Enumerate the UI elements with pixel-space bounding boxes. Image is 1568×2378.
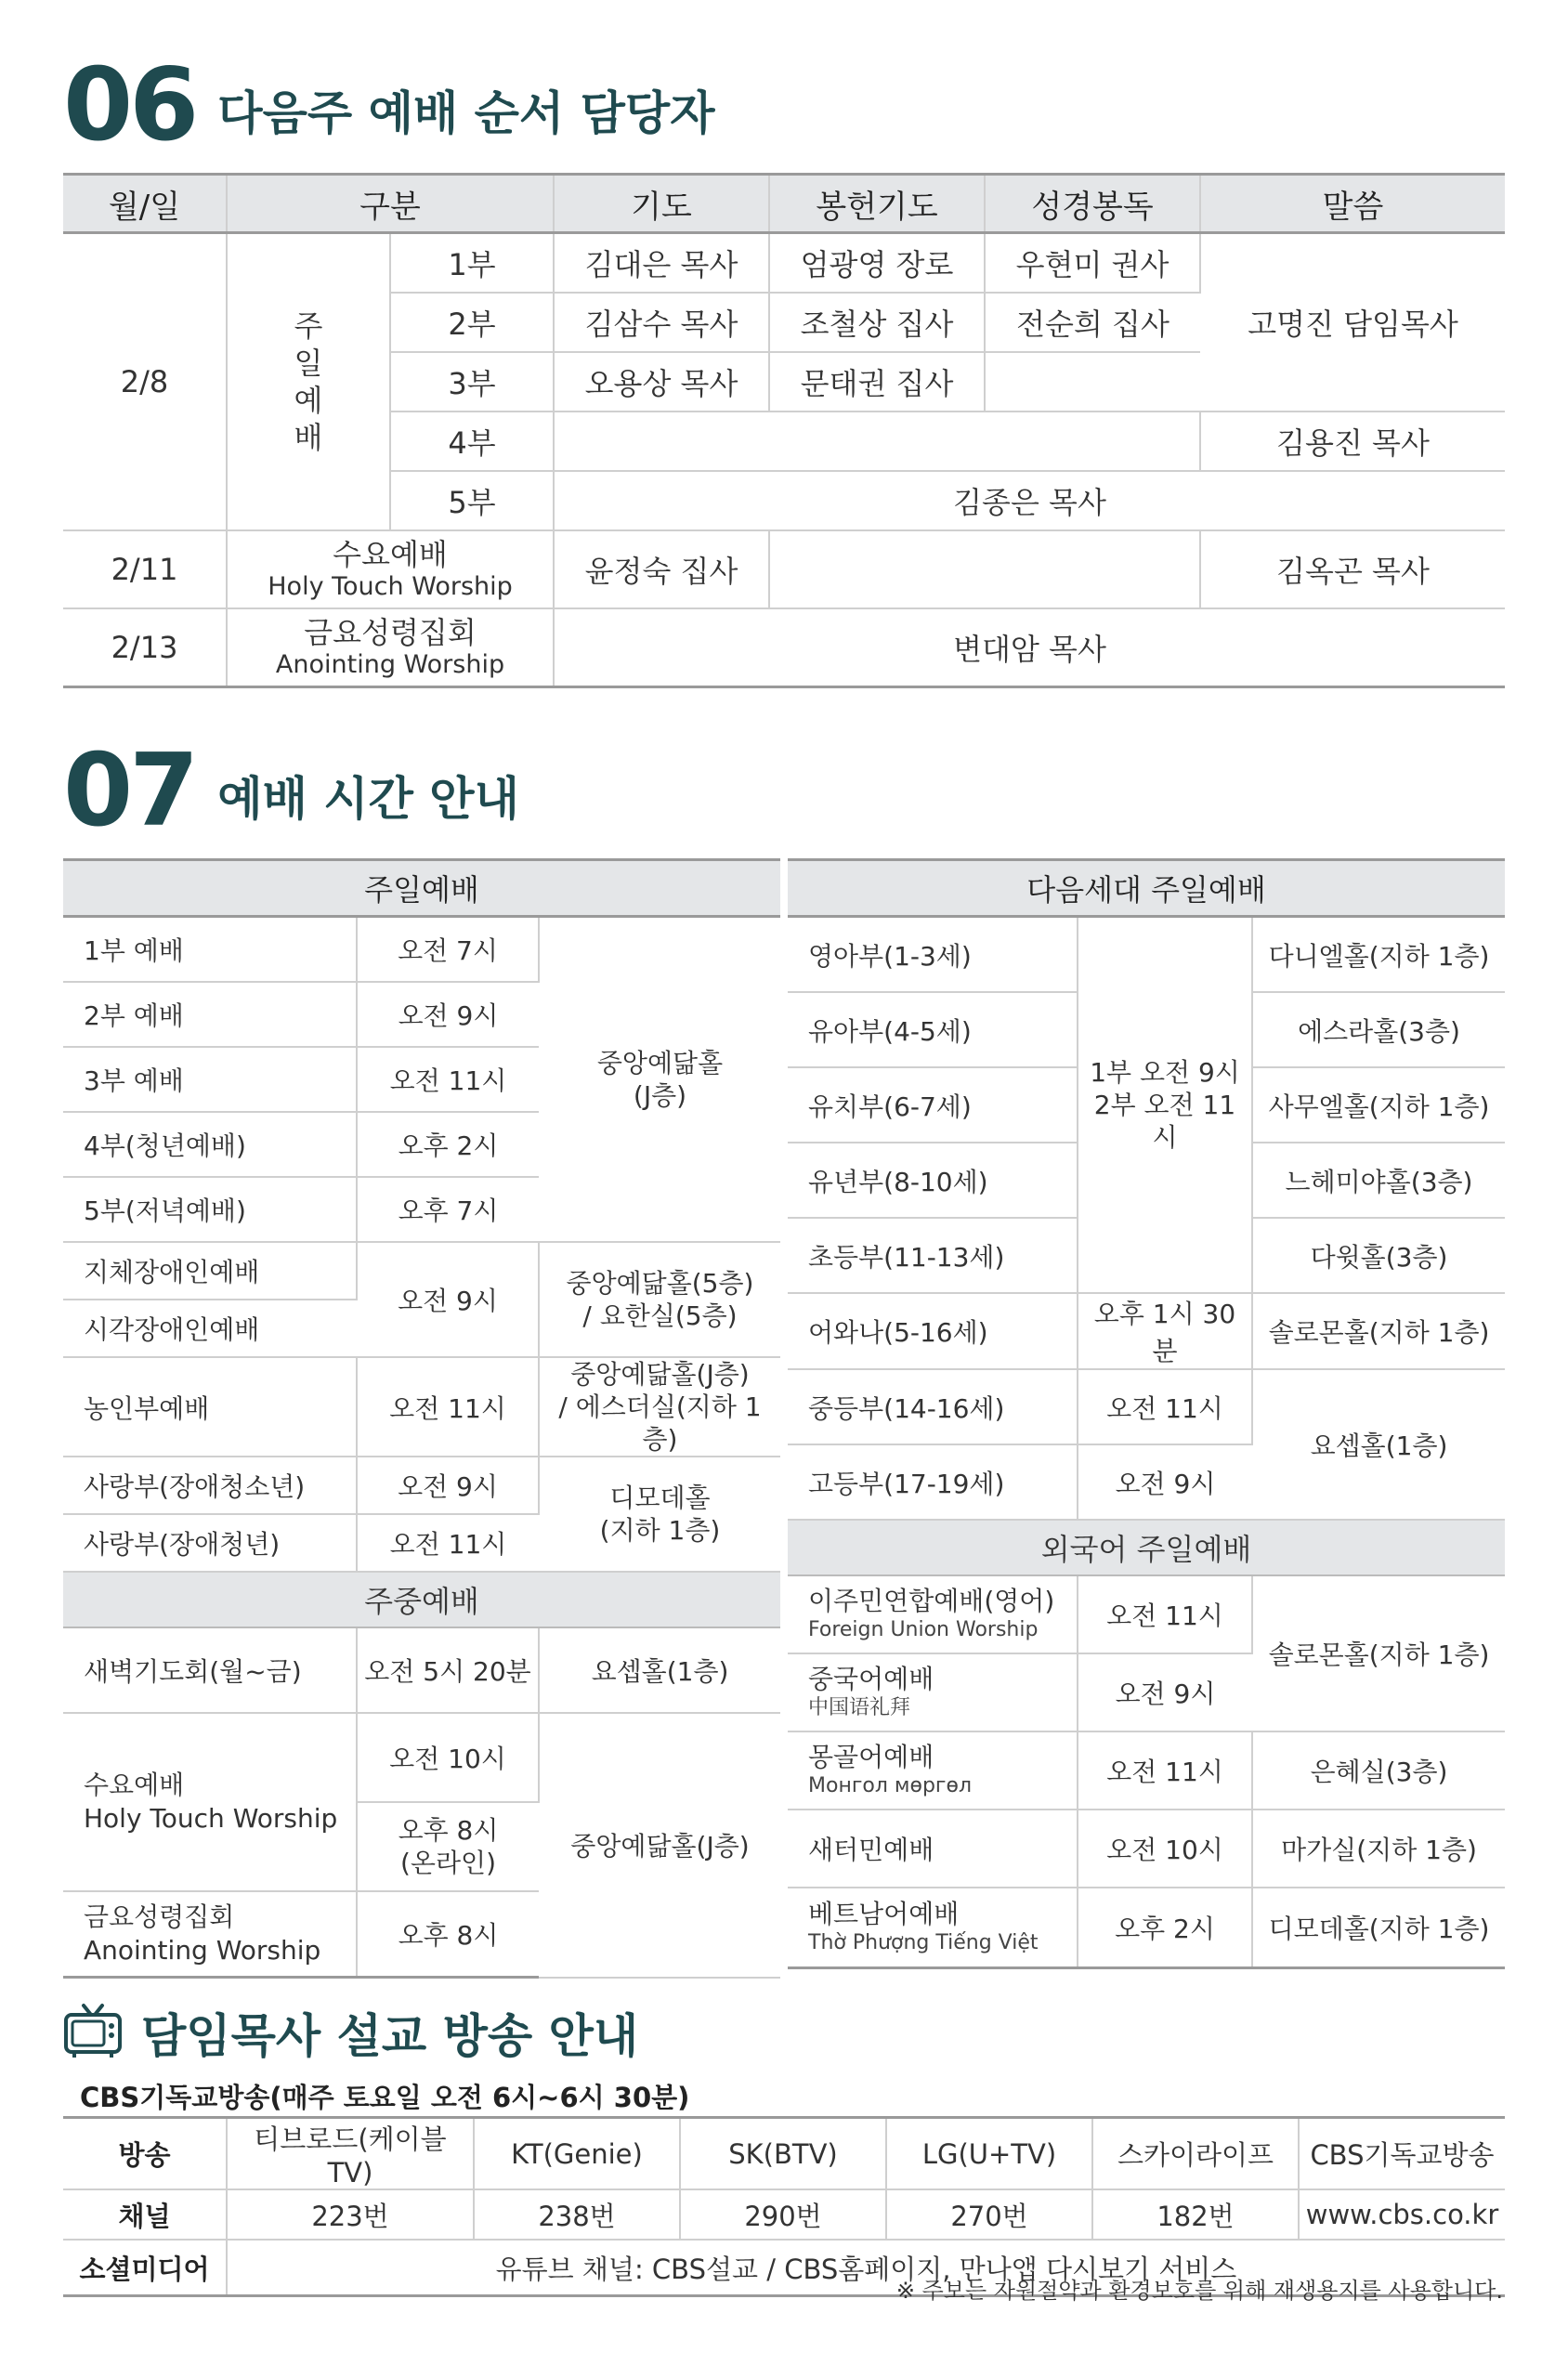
sunday-worship-header: 주일예배: [63, 860, 780, 917]
table-row: [788, 1293, 1505, 1369]
section-title: 예배 시간 안내: [217, 772, 519, 826]
col-header: 구분: [227, 175, 554, 233]
nextgen-worship-header: 다음세대 주일예배: [788, 860, 1505, 917]
reading-cell: 전순희 집사: [985, 293, 1200, 352]
service-name: 3부 예배: [63, 1047, 357, 1112]
category-cell: [227, 530, 554, 608]
table-row: [63, 1627, 780, 1713]
place-line: (J층): [633, 1080, 687, 1111]
service-name: 시각장애인예배: [63, 1300, 357, 1357]
foreign-service-place: 은혜실(3층): [1252, 1731, 1505, 1810]
offering-prayer-cell: 문태권 집사: [769, 352, 985, 412]
department-name: 영아부(1-3세): [788, 917, 1078, 993]
department-time: [1078, 917, 1252, 1294]
foreign-service-place: 솔로몬홀(지하 1층): [1252, 1575, 1505, 1731]
table-header-row: [63, 860, 780, 917]
table-row: [63, 1457, 780, 1514]
service-time: 오전 11시: [357, 1047, 539, 1112]
foreign-service-name: [788, 1575, 1078, 1653]
service-name: 2부 예배: [63, 982, 357, 1047]
service-place: [539, 1242, 780, 1357]
foreign-service-time: 오전 11시: [1078, 1731, 1252, 1810]
time-line: 오후 8시: [398, 1815, 499, 1846]
table-row: [788, 1810, 1505, 1888]
service-name-sub: Foreign Union Worship: [808, 1618, 1039, 1642]
station-cell: SK(BTV): [680, 2118, 886, 2190]
station-cell: 티브로드(케이블TV): [227, 2118, 474, 2190]
service-time: 오전 5시 20분: [357, 1627, 539, 1713]
sermon-cell: 김옥곤 목사: [1200, 530, 1505, 608]
place-line: (지하 1층): [599, 1515, 721, 1546]
service-name: 사랑부(장애청소년): [63, 1457, 357, 1514]
table-header-row: [63, 1572, 780, 1627]
department-name: 유년부(8-10세): [788, 1143, 1078, 1218]
department-time: 오전 9시: [1078, 1444, 1252, 1520]
footnote: ※ 주보는 자원절약과 환경보호를 위해 재생용지를 사용합니다.: [895, 2278, 1503, 2304]
service-assignments-table: [63, 173, 1505, 688]
col-header: 봉헌기도: [769, 175, 985, 233]
service-name-sub: Thờ Phượng Tiếng Việt: [808, 1931, 1039, 1955]
broadcast-subtitle: CBS기독교방송(매주 토요일 오전 6시~6시 30분): [80, 2082, 690, 2113]
prayer-cell: 김삼수 목사: [554, 293, 769, 352]
section-title: 다음주 예배 순서 담당자: [217, 86, 715, 140]
category-name: 수요예배: [333, 537, 448, 573]
service-name: 지체장애인예배: [63, 1242, 357, 1300]
category-char: 예: [294, 383, 323, 418]
sunday-weekday-worship-table: [63, 858, 780, 1979]
social-media-cell: 유튜브 채널: CBS설교 / CBS홈페이지, 만나앱 다시보기 서비스: [227, 2240, 1505, 2296]
category-name-en: Holy Touch Worship: [268, 571, 513, 601]
table-row: [788, 1888, 1505, 1968]
table-row: [63, 233, 1505, 294]
service-time: 오후 2시: [357, 1112, 539, 1177]
service-time: 오전 11시: [357, 1357, 539, 1457]
service-time: 오전 9시: [357, 1242, 539, 1357]
foreign-service-time: 오후 2시: [1078, 1888, 1252, 1968]
service-name-en: Holy Touch Worship: [84, 1803, 338, 1834]
date-cell: 2/13: [63, 608, 227, 687]
department-name: 초등부(11-13세): [788, 1218, 1078, 1293]
social-label: 소셜미디어: [63, 2240, 227, 2296]
col-header: 말씀: [1200, 175, 1505, 233]
service-place: [539, 1457, 780, 1572]
time-line: 2부 오전 11시: [1093, 1090, 1236, 1153]
tv-icon: [63, 2002, 123, 2063]
station-cell: KT(Genie): [474, 2118, 680, 2190]
foreign-service-place: 디모데홀(지하 1층): [1252, 1888, 1505, 1968]
department-time: 오전 11시: [1078, 1369, 1252, 1444]
department-place: 느헤미야홀(3층): [1252, 1143, 1505, 1218]
time-line: 1부 오전 9시: [1090, 1057, 1240, 1088]
table-row: [63, 2118, 1505, 2190]
place-line: 디모데홀: [609, 1483, 711, 1513]
table-row: [63, 530, 1505, 608]
service-time: 오전 7시: [357, 917, 539, 983]
part-cell: 3부: [390, 352, 554, 412]
service-time: 오후 7시: [357, 1177, 539, 1242]
cbs-website-link[interactable]: www.cbs.co.kr: [1299, 2189, 1505, 2240]
service-name-ko: 수요예배: [84, 1769, 185, 1800]
department-name: 중등부(14-16세): [788, 1369, 1078, 1444]
service-time: [357, 1802, 539, 1891]
category-cell: [227, 608, 554, 687]
service-name: 1부 예배: [63, 917, 357, 983]
department-place: 에스라홀(3층): [1252, 992, 1505, 1067]
service-time: 오전 11시: [357, 1514, 539, 1572]
service-name-ko: 베트남어예배: [808, 1899, 960, 1930]
service-time: 오전 9시: [357, 1457, 539, 1514]
all-roles-cell: 김종은 목사: [554, 471, 1505, 530]
department-place: 솔로몬홀(지하 1층): [1252, 1293, 1505, 1369]
foreign-service-time: 오전 10시: [1078, 1810, 1252, 1888]
weekday-worship-header: 주중예배: [63, 1572, 780, 1627]
table-row: [788, 917, 1505, 993]
sermon-cell: 김용진 목사: [1200, 412, 1505, 471]
service-name: [63, 1713, 357, 1891]
part-cell: 1부: [390, 233, 554, 294]
department-place: 요셉홀(1층): [1252, 1369, 1505, 1520]
place-line: 중앙예닮홀: [596, 1048, 724, 1078]
section-07-heading: [63, 733, 519, 849]
service-time: 오전 9시: [357, 982, 539, 1047]
prayer-cell: 김대은 목사: [554, 233, 769, 294]
foreign-service-time: 오전 9시: [1078, 1653, 1252, 1731]
place-line: / 요한실(5층): [582, 1300, 738, 1331]
date-cell: 2/11: [63, 530, 227, 608]
part-cell: 5부: [390, 471, 554, 530]
service-name-ko: 이주민연합예배(영어): [808, 1586, 1055, 1617]
category-char: 배: [294, 420, 323, 455]
col-header: 성경봉독: [985, 175, 1200, 233]
reading-cell: 우현미 권사: [985, 233, 1200, 294]
table-row: [63, 2189, 1505, 2240]
service-name: 5부(저녁예배): [63, 1177, 357, 1242]
table-header-row: [63, 175, 1505, 233]
department-name: 유아부(4-5세): [788, 992, 1078, 1067]
date-cell: 2/8: [63, 233, 227, 531]
foreign-service-place: 마가실(지하 1층): [1252, 1810, 1505, 1888]
channel-cell: 238번: [474, 2189, 680, 2240]
category-cell: [227, 233, 390, 531]
table-row: [63, 1242, 780, 1300]
table-row: [63, 1713, 780, 1802]
table-row: [63, 917, 780, 983]
table-row: [788, 1369, 1505, 1444]
sermon-cell: 고명진 담임목사: [1200, 233, 1505, 412]
prayer-cell: 윤정숙 집사: [554, 530, 769, 608]
department-name: 고등부(17-19세): [788, 1444, 1078, 1520]
service-place: [539, 1357, 780, 1457]
all-roles-cell: 변대암 목사: [554, 608, 1505, 687]
place-line: 중앙예닮홀(J층): [570, 1359, 750, 1390]
service-name: 4부(청년예배): [63, 1112, 357, 1177]
section-number: 06: [63, 47, 196, 163]
service-name-ko: 중국어예배: [808, 1664, 934, 1695]
category-name: 금요성령집회: [304, 615, 477, 651]
station-cell: 스카이라이프: [1092, 2118, 1299, 2190]
offering-prayer-cell: 엄광영 장로: [769, 233, 985, 294]
channel-cell: 270번: [886, 2189, 1092, 2240]
service-name-sub: Монгол мөргөл: [808, 1774, 972, 1798]
channel-cell: 182번: [1092, 2189, 1299, 2240]
foreign-service-name: 새터민예배: [788, 1810, 1078, 1888]
nextgen-foreign-worship-table: [788, 858, 1505, 1969]
foreign-service-name: [788, 1653, 1078, 1731]
department-name: 유치부(6-7세): [788, 1067, 1078, 1143]
table-header-row: [788, 1520, 1505, 1575]
service-name: 사랑부(장애청년): [63, 1514, 357, 1572]
department-place: 다윗홀(3층): [1252, 1218, 1505, 1293]
broadcast-heading: [63, 1999, 638, 2066]
broadcast-title: 담임목사 설교 방송 안내: [141, 2009, 639, 2063]
category-char: 일: [294, 346, 323, 381]
station-cell: LG(U+TV): [886, 2118, 1092, 2190]
service-name: 새벽기도회(월~금): [63, 1627, 357, 1713]
foreign-service-time: 오전 11시: [1078, 1575, 1252, 1653]
department-name: 어와나(5-16세): [788, 1293, 1078, 1369]
service-name-ko: 몽골어예배: [808, 1742, 934, 1773]
service-time: 오전 10시: [357, 1713, 539, 1802]
table-row: [63, 1357, 780, 1457]
section-06-heading: [63, 47, 715, 163]
col-header: 기도: [554, 175, 769, 233]
foreign-service-name: [788, 1731, 1078, 1810]
service-place: 요셉홀(1층): [539, 1627, 780, 1713]
channel-label: 채널: [63, 2189, 227, 2240]
part-cell: 4부: [390, 412, 554, 471]
col-header: 월/일: [63, 175, 227, 233]
service-name: [63, 1891, 357, 1978]
department-time: 오후 1시 30분: [1078, 1293, 1252, 1369]
service-name-sub: 中国语礼拜: [808, 1696, 911, 1720]
service-name-en: Anointing Worship: [84, 1935, 321, 1966]
table-row: [788, 1731, 1505, 1810]
reading-cell: [985, 352, 1200, 412]
prayer-cell: 오용상 목사: [554, 352, 769, 412]
table-row: [63, 608, 1505, 687]
foreign-worship-header: 외국어 주일예배: [788, 1520, 1505, 1575]
offering-prayer-cell: 조철상 집사: [769, 293, 985, 352]
service-place: [539, 917, 780, 1243]
broadcast-table: [63, 2116, 1505, 2297]
channel-cell: 223번: [227, 2189, 474, 2240]
service-place: 중앙예닮홀(J층): [539, 1713, 780, 1978]
place-line: 중앙예닮홀(5층): [566, 1268, 754, 1299]
department-place: 사무엘홀(지하 1층): [1252, 1067, 1505, 1143]
station-label: 방송: [63, 2118, 227, 2190]
part-cell: 2부: [390, 293, 554, 352]
service-name-ko: 금요성령집회: [84, 1901, 235, 1932]
station-cell: CBS기독교방송: [1299, 2118, 1505, 2190]
table-header-row: [788, 860, 1505, 917]
service-time: 오후 8시: [357, 1891, 539, 1978]
channel-cell: 290번: [680, 2189, 886, 2240]
department-place: 다니엘홀(지하 1층): [1252, 917, 1505, 993]
section-number: 07: [63, 733, 196, 849]
service-name: 농인부예배: [63, 1357, 357, 1457]
foreign-service-name: [788, 1888, 1078, 1968]
time-line: (온라인): [400, 1848, 496, 1878]
table-row: [788, 1575, 1505, 1653]
category-name-en: Anointing Worship: [275, 649, 505, 679]
place-line: / 에스더실(지하 1층): [558, 1392, 762, 1455]
category-char: 주: [294, 308, 323, 344]
empty-cell: [769, 530, 1200, 608]
empty-cell: [554, 412, 1200, 471]
